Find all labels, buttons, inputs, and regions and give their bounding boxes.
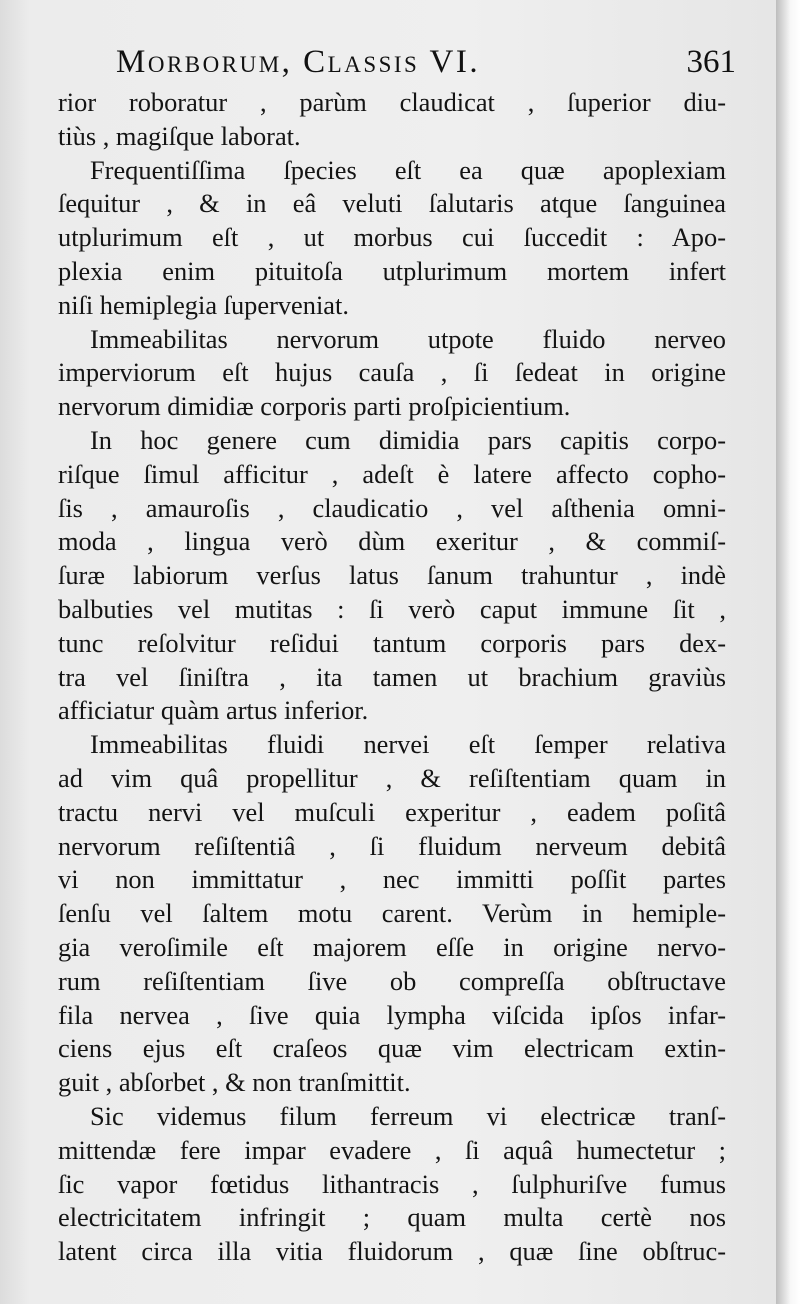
- text-line: ſuræ labiorum verſus latus ſanum trahuntur , indè: [58, 560, 726, 591]
- text-line: nervorum dimidiæ corporis parti proſpicientium.: [58, 391, 571, 422]
- text-line: ciens ejus eſt craſeos quæ vim electricam extin-: [58, 1033, 726, 1064]
- text-line: ſenſu vel ſaltem motu carent. Verùm in hemiple-: [58, 898, 726, 929]
- text-line: latent circa illa vitia fluidorum , quæ ſine obſtruc-: [58, 1236, 726, 1267]
- text-line: tractu nervi vel muſculi experitur , eadem poſitâ: [58, 796, 726, 827]
- text-line: tiùs , magiſque laborat.: [58, 120, 301, 151]
- text-line: utplurimum eſt , ut morbus cui ſuccedit : Apo-: [58, 222, 726, 253]
- text-line: plexia enim pituitoſa utplurimum mortem infert: [58, 255, 726, 286]
- text-line: Sic videmus filum ferreum vi electricæ tranſ-: [90, 1100, 726, 1131]
- text-line: tunc reſolvitur reſidui tantum corporis pars dex-: [58, 627, 726, 658]
- text-line: balbuties vel mutitas : ſi verò caput immune ſit ,: [58, 593, 726, 624]
- text-line: In hoc genere cum dimidia pars capitis corpo-: [90, 424, 726, 455]
- text-line: ſis , amauroſis , claudicatio , vel aſthenia omni-: [58, 492, 726, 523]
- text-line: moda , lingua verò dùm exeritur , & commiſ-: [58, 526, 726, 557]
- text-line: mittendæ fere impar evadere , ſi aquâ humectetur ;: [58, 1134, 726, 1165]
- text-line: niſi hemiplegia ſuperveniat.: [58, 289, 349, 320]
- text-line: ſequitur , & in eâ veluti ſalutaris atque ſanguinea: [58, 188, 726, 219]
- text-line: Immeabilitas nervorum utpote fluido nerveo: [90, 323, 726, 354]
- text-line: riſque ſimul afficitur , adeſt è latere affecto copho-: [58, 458, 726, 489]
- text-line: ad vim quâ propellitur , & reſiſtentiam quam in: [58, 762, 726, 793]
- text-line: rior roboratur , parùm claudicat , ſuperior diu-: [58, 87, 726, 117]
- text-line: Frequentiſſima ſpecies eſt ea quæ apoplexiam: [90, 154, 726, 185]
- text-line: guit , abſorbet , & non tranſmittit.: [58, 1067, 411, 1098]
- text-line: ſic vapor fœtidus lithantracis , ſulphuriſve fumus: [58, 1168, 726, 1199]
- text-line: electricitatem infringit ; quam multa certè nos: [58, 1202, 726, 1233]
- text-line: gia veroſimile eſt majorem eſſe in origine nervo-: [58, 931, 726, 962]
- text-line: vi non immittatur , nec immitti poſſit partes: [58, 864, 726, 895]
- running-title: Morborum, Classis VI.: [116, 44, 481, 80]
- text-line: Immeabilitas fluidi nervei eſt ſemper relativa: [90, 729, 726, 760]
- page-edge: [776, 0, 800, 1304]
- text-line: afficiatur quàm artus inferior.: [58, 695, 369, 726]
- text-line: rum reſiſtentiam ſive ob compreſſa obſtructave: [58, 965, 726, 996]
- text-line: tra vel ſiniſtra , ita tamen ut brachium graviùs: [58, 661, 726, 692]
- text-line: fila nervea , ſive quia lympha viſcida ipſos infar-: [58, 999, 726, 1030]
- body-text: [58, 86, 726, 1269]
- text-line: nervorum reſiſtentiâ , ſi fluidum nerveum debitâ: [58, 830, 726, 861]
- text-line: imperviorum eſt hujus cauſa , ſi ſedeat in origine: [58, 357, 726, 388]
- page-number: 361: [686, 44, 736, 80]
